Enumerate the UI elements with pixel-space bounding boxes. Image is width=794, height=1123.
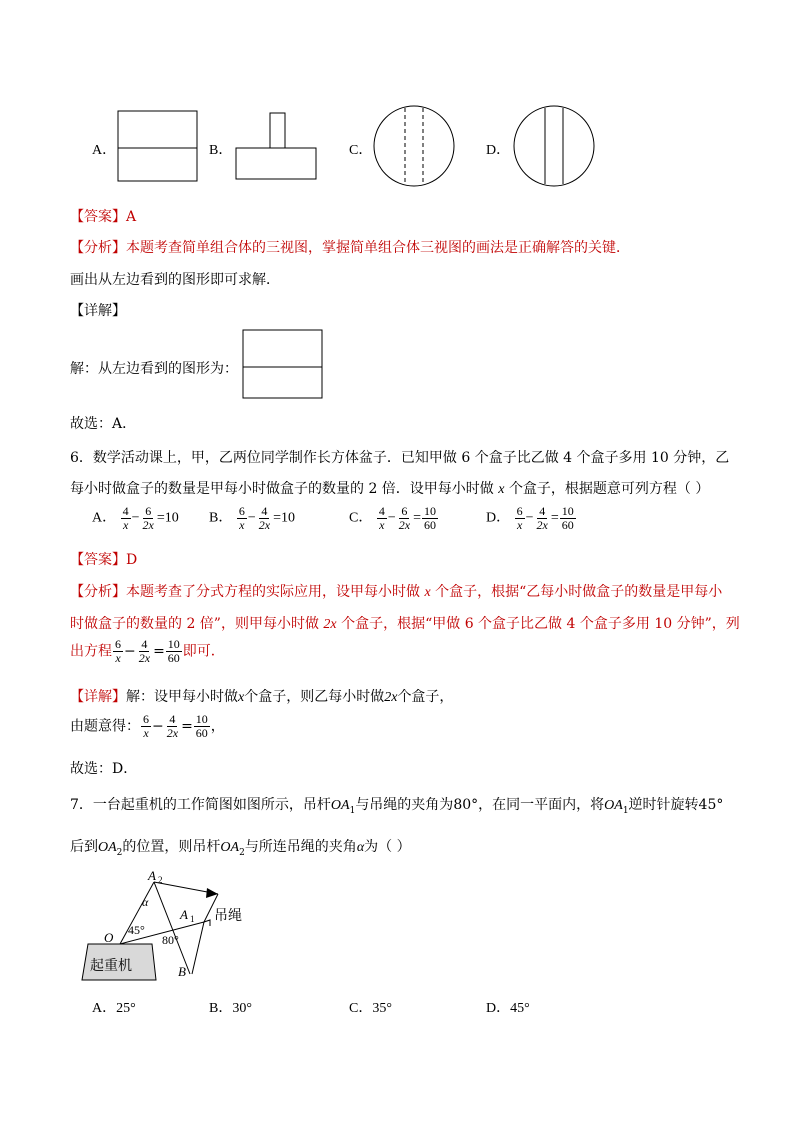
q7-stem-line2: 后到$OA_2$的位置，则吊杆$OA_2$与所连吊绳的夹角α为（ ） (70, 839, 411, 858)
q6-option-d: D． $\frac{6}{x}$ − $\frac{4}{2x}$ = $\frac{10}{60}$ (486, 504, 574, 532)
analysis-text: 本题考查简单组合体的三视图，掌握简单组合体三视图的画法是正确解答的关键． (126, 240, 630, 256)
option-label: A． (92, 510, 117, 526)
q7-stem-line1: 7．一台起重机的工作简图如图所示，吊杆$OA_1$与吊绳的夹角为80°，在同一平面内，将$OA_1$逆时针旋转45° (70, 797, 724, 816)
q6-stem-text: 每小时做盒子的数量是甲每小时做盒子的数量的 2 倍．设甲每小时做 (70, 481, 494, 497)
svg-text:O: O (104, 930, 114, 945)
q5-option-c-label: C． (349, 143, 373, 158)
frac: $\frac{4}{x}$ (378, 504, 385, 532)
q5-figure-c (372, 104, 458, 188)
answer-tag: 【答案】 (70, 552, 126, 568)
frac: $\frac{10}{60}$ (561, 504, 574, 532)
analysis-tag: 【分析】 (70, 240, 126, 256)
frac: $\frac{4}{x}$ (122, 504, 129, 532)
q5-detail-tag: 【详解】 (70, 303, 126, 319)
answer-value: A (126, 209, 137, 225)
analysis-tag: 【分析】 (70, 584, 126, 600)
option-label: D． (486, 510, 511, 526)
q6-answer (70, 549, 137, 569)
frac: $\frac{6}{x}$ (238, 504, 245, 532)
q7-option-d: D．45° (486, 1001, 530, 1016)
option-label: C． (349, 510, 373, 526)
q5-solution: 解：从左边看到的图形为： (70, 361, 238, 377)
q5-figure-d (512, 104, 598, 188)
q5-solution-figure (242, 329, 324, 401)
q6-analysis-line1: 【分析】本题考查了分式方程的实际应用，设甲每小时做 x 个盒子，根据“乙每小时做盒子的数量是甲每小 (70, 584, 723, 600)
q7-crane-figure (70, 864, 270, 984)
svg-text:45°: 45° (128, 923, 145, 937)
svg-text:2: 2 (158, 875, 163, 885)
q5-fig-a-rect (118, 111, 197, 181)
q5-option-d-label: D． (486, 143, 511, 158)
q5-figure-a (117, 110, 199, 184)
frac: $\frac{6}{2x}$ (142, 504, 154, 532)
q5-answer (70, 206, 136, 226)
q6-detail: 【详解】解：设甲每小时做x个盒子，则乙每小时做2x个盒子， (70, 689, 454, 705)
frac: $\frac{6}{x}$ (516, 504, 523, 532)
detail-tag: 【详解】 (70, 689, 126, 705)
q5-option-b-label: B． (209, 143, 233, 158)
frac: $\frac{6}{2x}$ (398, 504, 411, 532)
q6-option-a: A． $\frac{4}{x}$ − $\frac{6}{2x}$ =10 (92, 504, 179, 532)
svg-text:1: 1 (190, 914, 195, 924)
frac: $\frac{4}{2x}$ (258, 504, 271, 532)
q6-analysis-line2: 时做盒子的数量的 2 倍”，则甲每小时做 2x 个盒子，根据“甲做 6 个盒子比乙做 4 个盒子多用 10 分钟”，列 (70, 616, 740, 632)
crane-label: 起重机 (90, 959, 132, 974)
q5-figure-b (235, 112, 319, 182)
q6-analysis-line3: 出方程 $\frac{6}{x}$ − $\frac{4}{2x}$ = $\frac{10}{60}$ 即可． (70, 637, 225, 665)
option-label: B． (209, 510, 233, 526)
q5-option-a-label: A． (92, 143, 117, 158)
q6-stem-text2: 个盒子，根据题意可列方程（ ） (508, 481, 710, 497)
svg-text:80°: 80° (162, 933, 179, 947)
q6-stem-line2 (70, 478, 709, 498)
q6-option-b: B． $\frac{6}{x}$ − $\frac{4}{2x}$ =10 (209, 504, 295, 532)
svg-text:A: A (148, 868, 156, 883)
q6-choice: 故选：D． (70, 761, 138, 777)
svg-text:吊绳: 吊绳 (214, 909, 242, 924)
svg-text:B: B (178, 964, 186, 979)
q7-option-b: B．30° (209, 1001, 252, 1016)
svg-text:α: α (142, 895, 149, 909)
svg-text:A: A (180, 907, 188, 922)
q7-option-c: C．35° (349, 1001, 392, 1016)
q5-choice: 故选：A． (70, 416, 137, 432)
frac: $\frac{4}{2x}$ (536, 504, 548, 532)
q7-option-a: A．25° (92, 1001, 136, 1016)
q6-stem-line1: 6．数学活动课上，甲，乙两位同学制作长方体盆子．已知甲做 6 个盒子比乙做 4 个盒子多用 10 分钟，乙 (70, 450, 730, 466)
frac: $\frac{10}{60}$ (423, 504, 436, 532)
q6-detail-eq: 由题意得： $\frac{6}{x}$ − $\frac{4}{2x}$ = $\frac{10}{60}$ ， (70, 712, 225, 740)
q6-option-c: C． $\frac{4}{x}$ − $\frac{6}{2x}$ = $\frac{10}{60}$ (349, 504, 436, 532)
q5-analysis-line2: 画出从左边看到的图形即可求解． (70, 272, 280, 288)
q6-var-x: x (498, 482, 505, 497)
q5-analysis (70, 237, 630, 257)
answer-tag: 【答案】 (70, 209, 126, 225)
answer-value: D (126, 552, 138, 568)
